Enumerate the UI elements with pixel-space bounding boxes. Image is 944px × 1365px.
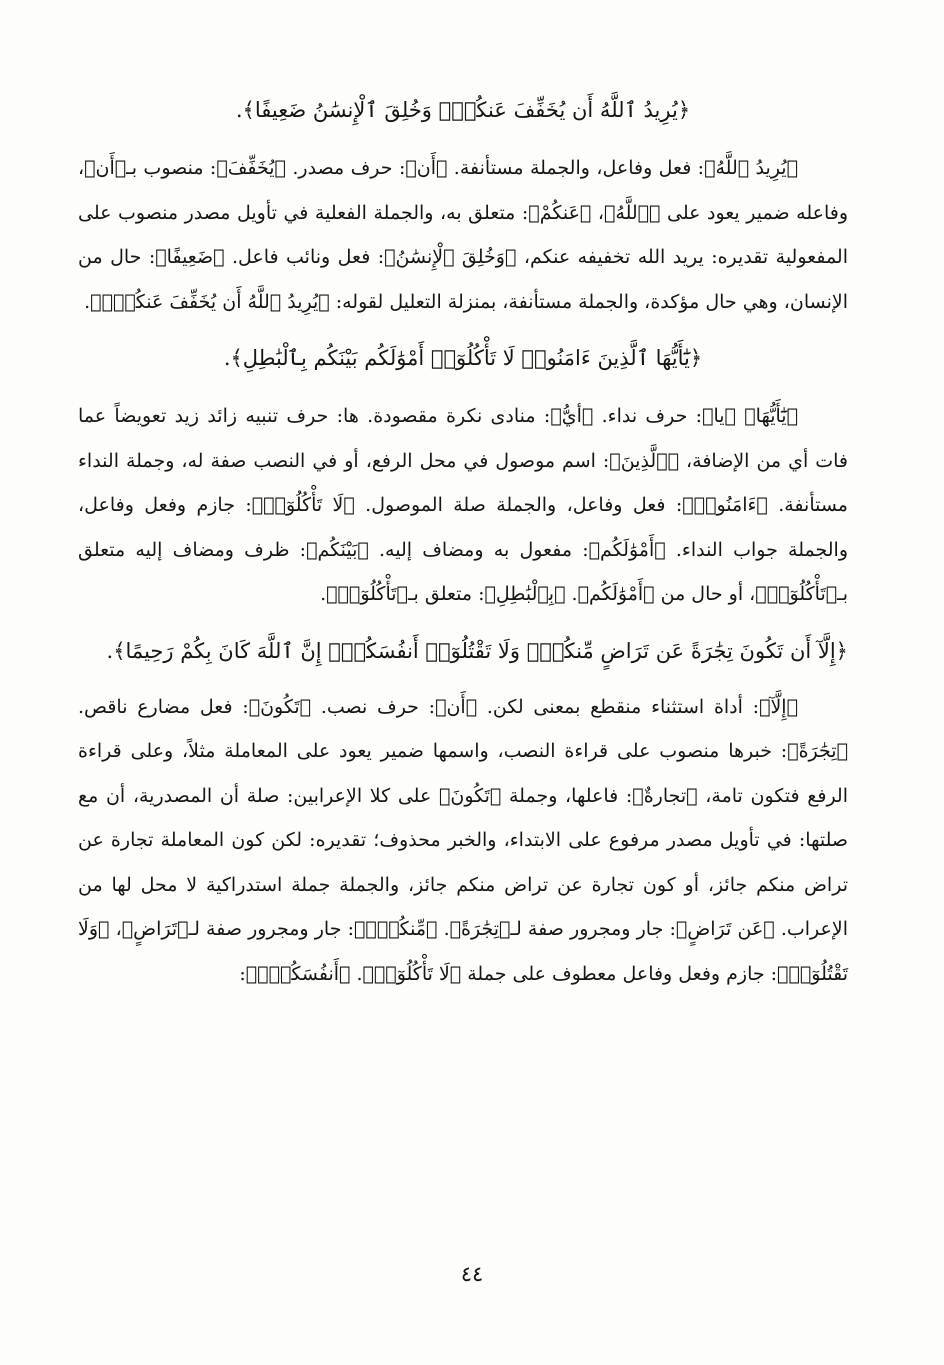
page-content bbox=[78, 88, 848, 1008]
parsing-paragraph-2: ﴿يَٰٓأَيُّهَا﴾ ﴿يا﴾: حرف نداء. ﴿أيُّ﴾: منادى نكرة مقصودة. ها: حرف تنبيه زائد زيد تعويضاً عما فات أي من الإضافة، ﴿ٱلَّذِينَ﴾: اسم موصول في محل الرفع، أو في النصب صفة له، وجملة النداء مستأنفة. ﴿ءَامَنُوا۟﴾: فعل وفاعل، والجملة صلة الموصول. ﴿لَا تَأْكُلُوٓا۟﴾: جازم وفعل وفاعل، والجملة جواب النداء. ﴿أَمْوَٰلَكُم﴾: مفعول به ومضاف إليه. ﴿بَيْنَكُم﴾: ظرف ومضاف إليه متعلق بـ﴿تَأْكُلُوٓا۟﴾، أو حال من ﴿أَمْوَٰلَكُم﴾. ﴿بِٱلْبَٰطِلِ﴾: متعلق بـ﴿تَأْكُلُوٓا۟﴾. bbox=[78, 405, 848, 605]
parsing-paragraph-3: ﴿إِلَّآ﴾: أداة استثناء منقطع بمعنى لكن. ﴿أَن﴾: حرف نصب. ﴿تَكُونَ﴾: فعل مضارع ناقص. ﴿تِجَٰرَةً﴾: خبرها منصوب على قراءة النصب، واسمها ضمير يعود على المعاملة مثلاً، وعلى قراءة الرفع فتكون تامة، ﴿تجارةٌ﴾: فاعلها، وجملة ﴿تَكُونَ﴾ على كلا الإعرابين: صلة أن المصدرية، أن مع صلتها: في تأويل مصدر مرفوع على الابتداء، والخبر محذوف؛ تقديره: لكن كون المعاملة تجارة عن تراض منكم جائز، أو كون تجارة عن تراض منكم جائز، والجملة جملة استدراكية لا محل لها من الإعراب. ﴿عَن تَرَاضٍ﴾: جار ومجرور صفة لـ﴿تِجَٰرَةً﴾. ﴿مِّنكُمْۚ﴾: جار ومجرور صفة لـ﴿تَرَاضٍ﴾، ﴿وَلَا تَقْتُلُوٓا۟﴾: جازم وفعل وفاعل معطوف على جملة ﴿لَا تَأْكُلُوٓا۟﴾. ﴿أَنفُسَكُمْۚ﴾: bbox=[78, 695, 848, 985]
quran-verse-1: ﴿يُرِيدُ ٱللَّهُ أَن يُخَفِّفَ عَنكُمْۚ وَخُلِقَ ٱلْإِنسَٰنُ ضَعِيفًا﴾. bbox=[235, 98, 691, 122]
quran-verse-2: ﴿يَٰٓأَيُّهَا ٱلَّذِينَ ءَامَنُوا۟ لَا تَأْكُلُوٓا۟ أَمْوَٰلَكُم بَيْنَكُم بِٱلْبَٰطِلِ﴾. bbox=[223, 346, 703, 370]
parsing-paragraph-1: ﴿يُرِيدُ ٱللَّهُ﴾: فعل وفاعل، والجملة مستأنفة. ﴿أَن﴾: حرف مصدر. ﴿يُخَفِّفَ﴾: منصوب بـ﴿أَن﴾، وفاعله ضمير يعود على ﴿ٱللَّهُ﴾، ﴿عَنكُمْ﴾: متعلق به، والجملة الفعلية في تأويل مصدر منصوب على المفعولية تقديره: يريد الله تخفيفه عنكم، ﴿وَخُلِقَ ٱلْإِنسَٰنُ﴾: فعل ونائب فاعل. ﴿ضَعِيفًا﴾: حال من الإنسان، وهي حال مؤكدة، والجملة مستأنفة، بمنزلة التعليل لقوله: ﴿يُرِيدُ ٱللَّهُ أَن يُخَفِّفَ عَنكُمْۚ﴾. bbox=[78, 157, 848, 313]
quran-verse-3: ﴿إِلَّآ أَن تَكُونَ تِجَٰرَةً عَن تَرَاضٍ مِّنكُمْۚ وَلَا تَقْتُلُوٓا۟ أَنفُسَكُمْۚ إِنَّ ٱللَّهَ كَانَ بِكُمْ رَحِيمًا﴾. bbox=[106, 638, 848, 663]
page-number: ٤٤ bbox=[460, 1262, 484, 1286]
